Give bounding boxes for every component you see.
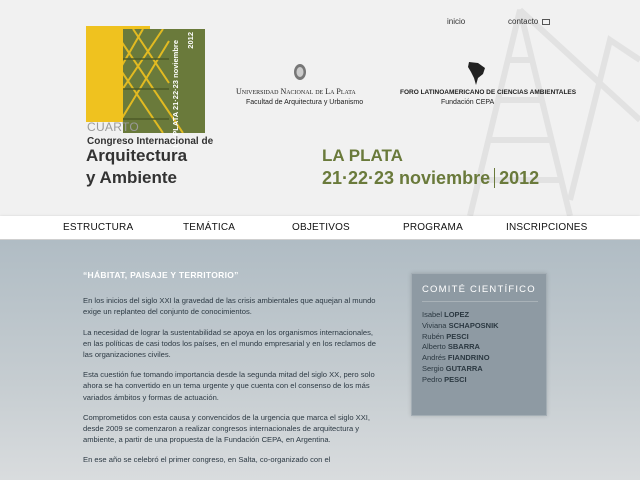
logo-ambiente: y Ambiente bbox=[86, 168, 178, 187]
contacto-label: contacto bbox=[508, 17, 539, 26]
committee-member bbox=[422, 321, 499, 332]
committee-member bbox=[422, 342, 499, 353]
member-first-name: Viviana bbox=[422, 320, 447, 330]
member-first-name: Alberto bbox=[422, 342, 446, 352]
contacto-link[interactable] bbox=[508, 17, 550, 26]
main-nav bbox=[0, 216, 640, 240]
article-paragraph: Esta cuestión fue tomando importancia desde la segunda mitad del siglo XX, pero solo ahora se ha convertido en un tema urgente y que cuenta con el consenso de los más variados ámbitos y formas de actuación. bbox=[83, 370, 375, 402]
inicio-link[interactable]: inicio bbox=[447, 17, 466, 26]
article-heading: “HÁBITAT, PAISAJE Y TERRITORIO” bbox=[83, 270, 239, 280]
committee-title: COMITÉ CIENTÍFICO bbox=[422, 284, 536, 295]
nav-estructura[interactable]: ESTRUCTURA bbox=[63, 222, 134, 233]
logo-vertical-place-date bbox=[171, 40, 185, 148]
committee-box bbox=[411, 273, 547, 416]
member-first-name: Andrés bbox=[422, 353, 446, 363]
top-links bbox=[447, 17, 539, 26]
member-last-name: GUTARRA bbox=[445, 363, 483, 373]
committee-member bbox=[422, 375, 499, 386]
article-paragraph: Comprometidos con esta causa y convencidos de la urgencia que marca el siglo XXI, desde 2009 se comenzaron a realizar congresos internacionales de arquitectura y ambiente, a partir de una propuesta de la Fundación CEPA, en Argentina. bbox=[83, 412, 371, 445]
article-paragraph: En los inicios del siglo XXI la gravedad de las crisis ambientales que aquejan al mundo exige un replanteo del conjunto de conocimientos. bbox=[83, 296, 376, 317]
article-paragraph: La necesidad de lograr la sustentabilidad se apoya en los organismos internacionales, en las políticas de casi todos los países, en el mundo empresarial y en los reclamos de las organizaciones civiles. bbox=[83, 327, 376, 360]
member-last-name: LOPEZ bbox=[444, 310, 470, 319]
event-city: LA PLATA bbox=[322, 146, 403, 165]
committee-divider bbox=[422, 301, 538, 302]
committee-list bbox=[422, 310, 499, 386]
logo-vertical-year bbox=[186, 32, 200, 130]
header bbox=[0, 0, 640, 216]
member-last-name: SCHAPOSNIK bbox=[448, 320, 499, 330]
nav-tematica[interactable]: TEMÁTICA bbox=[183, 222, 236, 233]
member-first-name: Isabel bbox=[422, 310, 443, 319]
logo-vertical-text: LA PLATA 21·22·23 noviembre bbox=[171, 40, 180, 148]
member-first-name: Pedro bbox=[422, 374, 443, 384]
member-first-name: Sergio bbox=[422, 363, 444, 373]
logo-arquitectura: Arquitectura bbox=[86, 146, 188, 165]
logo-congreso: Congreso Internacional de bbox=[87, 136, 214, 147]
foro-foundation: Fundación CEPA bbox=[441, 99, 495, 106]
committee-member bbox=[422, 353, 499, 364]
nav-objetivos[interactable]: OBJETIVOS bbox=[292, 222, 350, 233]
member-last-name: SBARRA bbox=[447, 342, 480, 352]
committee-member bbox=[422, 310, 499, 321]
nav-inscripciones[interactable]: INSCRIPCIONES bbox=[506, 222, 588, 233]
event-year: 2012 bbox=[499, 168, 540, 188]
event-dates bbox=[322, 168, 539, 189]
latin-america-map-icon bbox=[466, 60, 488, 86]
unlp-emblem-icon bbox=[292, 62, 308, 82]
foro-name: FORO LATINOAMERICANO DE CIENCIAS AMBIENTALES bbox=[400, 89, 577, 96]
mail-icon bbox=[542, 19, 550, 25]
main-content-area bbox=[0, 240, 640, 480]
logo-cuarto: CUARTO bbox=[87, 120, 140, 134]
date-divider bbox=[494, 168, 495, 188]
committee-member bbox=[422, 332, 499, 343]
article bbox=[83, 270, 383, 475]
unlp-name: Universidad Nacional de La Plata bbox=[236, 87, 356, 96]
nav-programa[interactable]: PROGRAMA bbox=[403, 222, 463, 233]
member-last-name: PESCI bbox=[444, 374, 467, 384]
event-days: 21·22·23 noviembre bbox=[322, 168, 491, 188]
member-last-name: FIANDRINO bbox=[447, 353, 490, 363]
committee-member bbox=[422, 364, 499, 375]
member-last-name: PESCI bbox=[446, 331, 469, 341]
article-paragraph: En ese año se celebró el primer congreso, en Salta, co-organizado con el bbox=[83, 455, 331, 465]
member-first-name: Rubén bbox=[422, 331, 445, 341]
logo-vertical-year-text: 2012 bbox=[186, 32, 195, 49]
unlp-faculty: Facultad de Arquitectura y Urbanismo bbox=[246, 99, 364, 106]
